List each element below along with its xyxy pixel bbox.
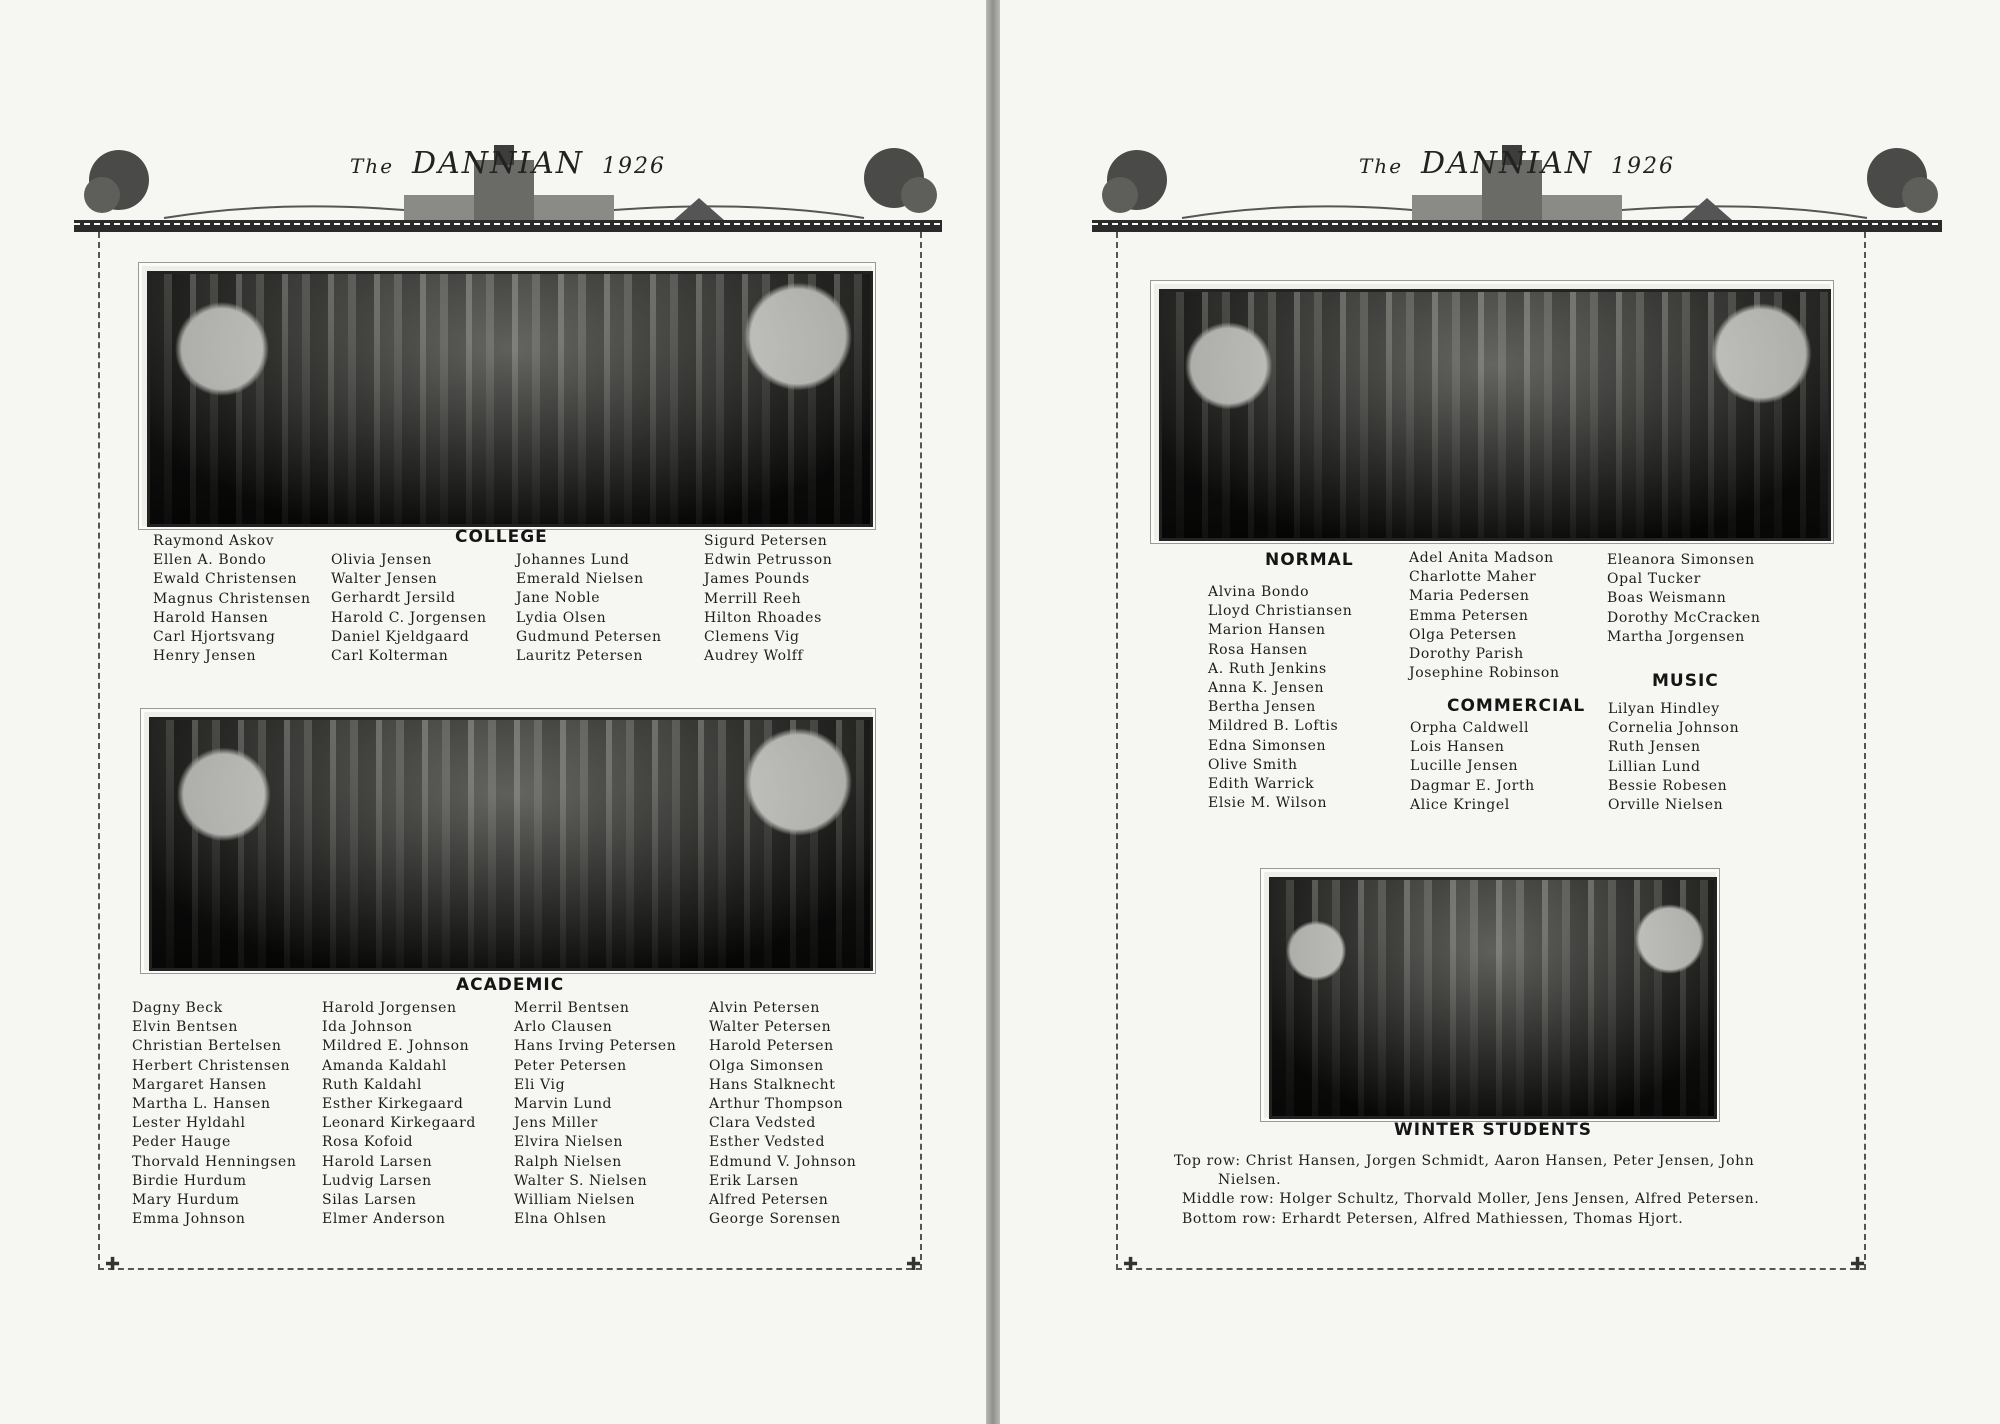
academic-col-4 (709, 999, 856, 1229)
academic-col-3 (514, 999, 676, 1229)
list-item: Elvin Bentsen (132, 1019, 239, 1036)
list-item: William Nielsen (514, 1191, 636, 1208)
winter-bottom-row: Bottom row: Erhardt Petersen, Alfred Mathiessen, Thomas Hjort. (1182, 1210, 1684, 1227)
list-item: Olive Smith (1208, 756, 1298, 773)
list-item: Alice Kringel (1410, 796, 1510, 813)
commercial-list (1410, 719, 1535, 815)
list-item: Peder Hauge (132, 1134, 231, 1151)
list-item: Emerald Nielsen (516, 571, 644, 588)
list-item: Edwin Petrusson (704, 552, 833, 569)
list-item: Gudmund Petersen (516, 628, 662, 645)
list-item: Peter Petersen (514, 1057, 627, 1074)
header-title (1092, 146, 1942, 181)
list-item: Mildred B. Loftis (1208, 718, 1339, 735)
list-item: Eleanora Simonsen (1607, 552, 1755, 568)
normal-heading: NORMAL (1265, 550, 1354, 570)
header-banner (1092, 140, 1942, 240)
list-item: Esther Kirkegaard (322, 1095, 464, 1112)
winter-top-row: Top row: Christ Hansen, Jorgen Schmidt, Aaron Hansen, Peter Jensen, John (1174, 1153, 1755, 1169)
list-item: Anna K. Jensen (1208, 679, 1325, 696)
list-item: Lester Hyldahl (132, 1115, 246, 1132)
list-item: A. Ruth Jenkins (1208, 660, 1327, 677)
list-item: Olga Simonsen (709, 1057, 824, 1074)
list-item: Josephine Robinson (1409, 665, 1560, 682)
list-item: Orville Nielsen (1608, 796, 1724, 813)
list-item: Harold Petersen (709, 1038, 834, 1055)
academic-col-1 (132, 999, 297, 1229)
list-item: Bessie Robesen (1608, 777, 1728, 794)
list-item: Silas Larsen (322, 1191, 417, 1208)
list-item: Ralph Nielsen (514, 1153, 622, 1170)
list-item: Edna Simonsen (1208, 737, 1327, 754)
list-item: Lydia Olsen (516, 609, 607, 626)
header-name: DANNIAN (412, 146, 585, 181)
music-heading: MUSIC (1652, 671, 1719, 691)
list-item: Esther Vedsted (709, 1134, 826, 1151)
winter-students-photo (1260, 868, 1720, 1122)
list-item: Cornelia Johnson (1608, 720, 1740, 737)
list-item: Harold Hansen (153, 609, 269, 626)
list-item: Harold Jorgensen (322, 1000, 457, 1016)
header-name: DANNIAN (1421, 146, 1594, 181)
list-item: Olga Petersen (1409, 626, 1517, 643)
list-item: Carl Hjortsvang (153, 628, 276, 645)
list-item: Dagmar E. Jorth (1410, 777, 1535, 794)
winter-heading: WINTER STUDENTS (1394, 1120, 1592, 1140)
frame-corner-ornament: ✚ (105, 1254, 121, 1275)
list-item: Mildred E. Johnson (322, 1038, 470, 1055)
list-item: Emma Petersen (1409, 607, 1529, 624)
list-item: Walter S. Nielsen (514, 1172, 648, 1189)
list-item: Birdie Hurdum (132, 1172, 247, 1189)
list-item: Audrey Wolff (704, 648, 804, 665)
list-item: Thorvald Henningsen (132, 1153, 297, 1170)
left-page (0, 0, 986, 1424)
winter-middle-row: Middle row: Holger Schultz, Thorvald Moller, Jens Jensen, Alfred Petersen. (1182, 1191, 1760, 1208)
list-item: Alvin Petersen (709, 1000, 821, 1016)
list-item: Eli Vig (514, 1076, 566, 1093)
winter-caption (1174, 1152, 1759, 1229)
list-item: Daniel Kjeldgaard (331, 628, 470, 645)
list-item: Ellen A. Bondo (153, 552, 267, 569)
list-item: Martha Jorgensen (1607, 628, 1745, 645)
list-item: Boas Weismann (1607, 590, 1727, 607)
list-item: Lauritz Petersen (516, 647, 644, 664)
list-item: Elmer Anderson (322, 1211, 446, 1228)
list-item: Dorothy Parish (1409, 645, 1524, 662)
right-page (1000, 0, 2000, 1424)
list-item: Merril Bentsen (514, 1000, 630, 1016)
list-item: Marion Hansen (1208, 622, 1326, 639)
list-item: Opal Tucker (1607, 571, 1701, 588)
header-year: 1926 (1611, 154, 1676, 179)
normal-col-1 (1208, 583, 1352, 813)
college-heading: COLLEGE (455, 527, 548, 547)
list-item: Ruth Kaldahl (322, 1076, 422, 1093)
list-item: Johannes Lund (516, 552, 630, 568)
list-item: Harold Larsen (322, 1153, 433, 1170)
normal-col-3 (1607, 551, 1761, 647)
list-item: Clara Vedsted (709, 1115, 816, 1132)
frame-corner-ornament: ✚ (1850, 1254, 1866, 1275)
list-item: Lucille Jensen (1410, 758, 1519, 775)
list-item: Rosa Hansen (1208, 641, 1308, 658)
list-item: Amanda Kaldahl (322, 1057, 447, 1074)
commercial-heading: COMMERCIAL (1447, 696, 1586, 716)
list-item: Edmund V. Johnson (709, 1153, 857, 1170)
list-item: Clemens Vig (704, 628, 800, 645)
list-item: Gerhardt Jersild (331, 590, 456, 607)
list-item: Dorothy McCracken (1607, 609, 1761, 626)
college-col-3 (516, 551, 662, 666)
list-item: Arthur Thompson (709, 1095, 844, 1112)
list-item: Margaret Hansen (132, 1076, 267, 1093)
list-item: James Pounds (704, 571, 810, 588)
college-col-4 (704, 532, 832, 666)
frame-corner-ornament: ✚ (906, 1254, 922, 1275)
list-item: Walter Petersen (709, 1019, 832, 1036)
header-the: The (1358, 154, 1404, 178)
list-item: Mary Hurdum (132, 1191, 240, 1208)
frame-corner-ornament: ✚ (1123, 1254, 1139, 1275)
list-item: Edith Warrick (1208, 775, 1315, 792)
normal-col-2 (1409, 549, 1560, 683)
list-item: Arlo Clausen (514, 1019, 613, 1036)
list-item: Ruth Jensen (1608, 739, 1701, 756)
college-col-2 (331, 551, 487, 666)
list-item: Marvin Lund (514, 1095, 613, 1112)
header-year: 1926 (602, 154, 667, 179)
music-list (1608, 700, 1739, 815)
list-item: Lillian Lund (1608, 758, 1701, 775)
list-item: Carl Kolterman (331, 647, 449, 664)
list-item: Ida Johnson (322, 1019, 413, 1036)
list-item: Jens Miller (514, 1115, 598, 1132)
list-item: Magnus Christensen (153, 590, 311, 607)
list-item: Hilton Rhoades (704, 609, 822, 626)
list-item: Hans Stalknecht (709, 1076, 836, 1093)
winter-top-row-cont: Nielsen. (1218, 1172, 1282, 1189)
list-item: Hans Irving Petersen (514, 1038, 677, 1055)
list-item: Dagny Beck (132, 1000, 223, 1016)
list-item: Charlotte Maher (1409, 569, 1537, 586)
list-item: Erik Larsen (709, 1172, 799, 1189)
list-item: George Sorensen (709, 1211, 841, 1228)
list-item: Bertha Jensen (1208, 699, 1316, 716)
list-item: Elsie M. Wilson (1208, 795, 1328, 812)
list-item: Adel Anita Madson (1409, 550, 1554, 566)
list-item: Elvira Nielsen (514, 1134, 623, 1151)
list-item: Ludvig Larsen (322, 1172, 432, 1189)
academic-heading: ACADEMIC (456, 975, 565, 995)
list-item: Henry Jensen (153, 648, 257, 665)
list-item: Lilyan Hindley (1608, 701, 1720, 717)
normal-photo (1150, 280, 1834, 544)
list-item: Walter Jensen (331, 571, 438, 588)
list-item: Harold C. Jorgensen (331, 609, 487, 626)
header-title (74, 146, 942, 181)
list-item: Christian Bertelsen (132, 1038, 282, 1055)
list-item: Merrill Reeh (704, 590, 802, 607)
list-item: Rosa Kofoid (322, 1134, 414, 1151)
academic-photo (140, 708, 876, 974)
list-item: Herbert Christensen (132, 1057, 291, 1074)
list-item: Jane Noble (516, 590, 601, 607)
list-item: Emma Johnson (132, 1211, 246, 1228)
list-item: Lois Hansen (1410, 739, 1505, 756)
list-item: Lloyd Christiansen (1208, 603, 1353, 620)
book-gutter (986, 0, 1000, 1424)
list-item: Olivia Jensen (331, 552, 432, 568)
college-col-1 (153, 532, 311, 666)
list-item: Orpha Caldwell (1410, 720, 1530, 736)
list-item: Alvina Bondo (1208, 584, 1310, 600)
list-item: Maria Pedersen (1409, 588, 1530, 605)
header-banner (74, 140, 942, 240)
academic-col-2 (322, 999, 476, 1229)
list-item: Ewald Christensen (153, 571, 298, 588)
list-item: Raymond Askov (153, 533, 275, 549)
list-item: Elna Ohlsen (514, 1211, 607, 1228)
list-item: Leonard Kirkegaard (322, 1115, 476, 1132)
college-photo (138, 262, 876, 530)
list-item: Alfred Petersen (709, 1191, 829, 1208)
header-the: The (349, 154, 395, 178)
list-item: Martha L. Hansen (132, 1095, 271, 1112)
list-item: Sigurd Petersen (704, 533, 828, 549)
